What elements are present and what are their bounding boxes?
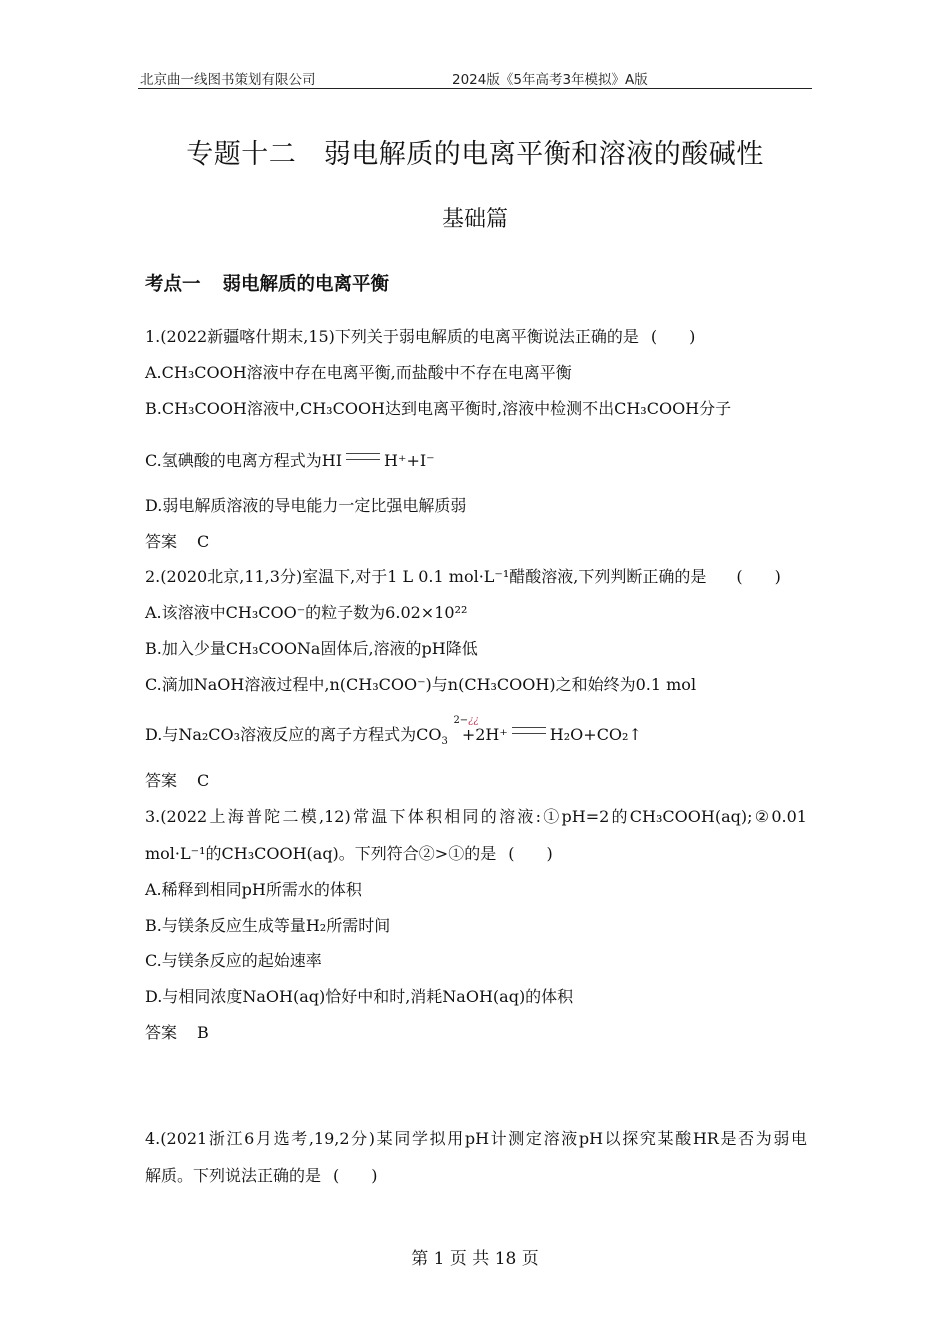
q3-option-d: D.与相同浓度NaOH(aq)恰好中和时,消耗NaOH(aq)的体积 (145, 987, 574, 1006)
section-name: 弱电解质的电离平衡 (222, 274, 390, 295)
q3-paren: ( ) (508, 844, 553, 863)
q1-paren: ( ) (650, 327, 696, 346)
equals-sign-icon (346, 453, 380, 460)
q1-stem: 1.(2022新疆喀什期末,15)下列关于弱电解质的电离平衡说法正确的是 ( ) (145, 327, 696, 346)
q2-option-b: B.加入少量CH₃COONa固体后,溶液的pH降低 (145, 639, 478, 658)
q4-paren: ( ) (333, 1166, 378, 1185)
q3-stem-line1: 3.(2022上海普陀二模,12)常温下体积相同的溶液:①pH=2的CH₃COOH(aq);②0.01 (145, 807, 807, 826)
q2-stem: 2.(2020北京,11,3分)室温下,对于1 L 0.1 mol·L⁻¹醋酸溶液,下列判断正确的是 ( ) (145, 567, 781, 586)
carbonate-ion: 2−¿¿ $_3$ (441, 715, 479, 747)
q4-stem-line2: 解质。下列说法正确的是 ( ) (145, 1166, 378, 1185)
q3-stem-line2: mol·L⁻¹的CH₃COOH(aq)。下列符合②>①的是 ( ) (145, 844, 553, 863)
q1-option-c: C.氢碘酸的电离方程式为HI H⁺+I⁻ (145, 451, 435, 470)
q2-option-c: C.滴加NaOH溶液过程中,n(CH₃COO⁻)与n(CH₃COOH)之和始终为0.1 mol (145, 675, 697, 694)
q1-answer: 答案 C (145, 532, 210, 551)
page-title: 专题十二 弱电解质的电离平衡和溶液的酸碱性 (186, 139, 764, 170)
q4-stem-line1: 4.(2021浙江6月选考,19,2分)某同学拟用pH计测定溶液pH以探究某酸HR是否为弱电 (145, 1129, 807, 1148)
header-book-title: 2024版《5年高考3年模拟》A版 (452, 72, 648, 88)
q2-option-d: D.与Na₂CO₃溶液反应的离子方程式为CO 2−¿¿ $_3$ +2H⁺ H₂O+CO₂↑ (145, 715, 642, 747)
header-rule (138, 88, 812, 89)
page-subtitle: 基础篇 (441, 207, 508, 232)
q3-answer: 答案 B (145, 1023, 209, 1042)
q3-option-b: B.与镁条反应生成等量H₂所需时间 (145, 916, 391, 935)
q2-paren: ( ) (736, 567, 781, 586)
page-footer: 第 1 页 共 18 页 (411, 1249, 539, 1269)
section-heading (145, 270, 389, 296)
header-publisher: 北京曲一线图书策划有限公司 (140, 72, 316, 88)
equals-sign-icon (512, 727, 546, 734)
section-label: 考点一 (145, 274, 201, 295)
q2-answer: 答案 C (145, 771, 210, 790)
q1-option-d: D.弱电解质溶液的导电能力一定比强电解质弱 (145, 496, 467, 515)
q3-option-a: A.稀释到相同pH所需水的体积 (145, 880, 362, 899)
q1-option-a: A.CH₃COOH溶液中存在电离平衡,而盐酸中不存在电离平衡 (145, 363, 572, 382)
q3-option-c: C.与镁条反应的起始速率 (145, 951, 322, 970)
q1-option-b: B.CH₃COOH溶液中,CH₃COOH达到电离平衡时,溶液中检测不出CH₃COOH分子 (145, 399, 732, 418)
q2-option-a: A.该溶液中CH₃COO⁻的粒子数为6.02×10²² (145, 603, 468, 622)
